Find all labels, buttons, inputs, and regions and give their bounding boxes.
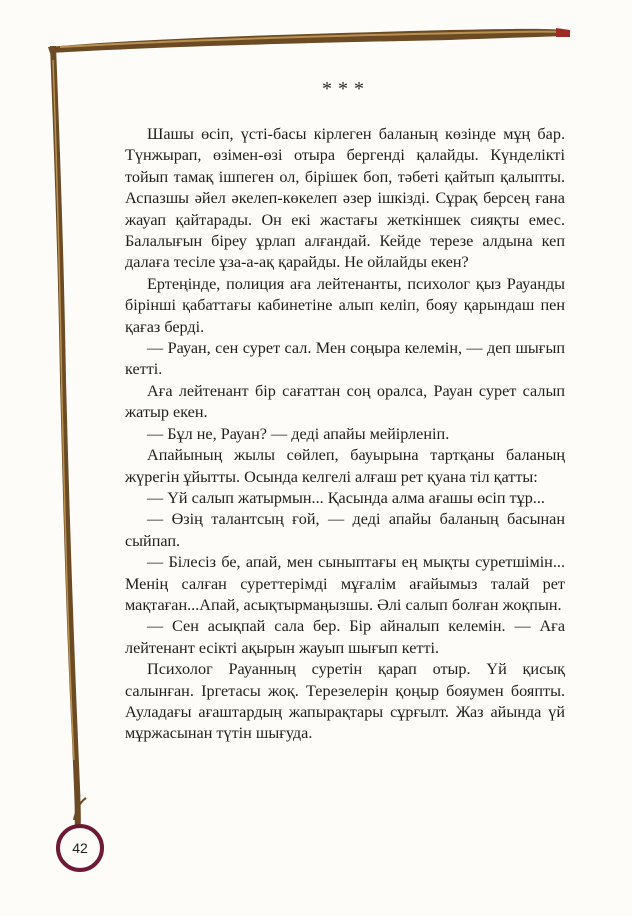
- section-separator: ***: [322, 78, 370, 100]
- paragraph: — Бұл не, Рауан? — деді апайы мейірленіп.: [147, 424, 450, 443]
- paragraph: Аға лейтенант бір сағаттан соң оралса, Рауан сурет салып жатыр екен.: [125, 381, 565, 422]
- paragraph: — Сен асықпай сала бер. Бір айналып келемін. — Аға лейтенант есікті ақырын жауып шығып кетті.: [125, 617, 565, 657]
- body-text: [125, 124, 565, 745]
- paragraph: Психолог Рауанның суретін қарап отыр. Үй қисық салынған. Іргетасы жоқ. Терезелерін қоңыр бояумен бояпты. Ауладағы ағаштардың жапырақтары сұрғылт. Жаз айында үй мұржасынан түтін шығуда.: [125, 660, 565, 743]
- paragraph: Ертеңінде, полиция аға лейтенанты, психолог қыз Рауанды бірінші қабаттағы кабинетіне алып келіп, бояу қарындаш пен қағаз берді.: [125, 274, 565, 336]
- vertical-stick: [50, 46, 81, 836]
- paragraph: Апайының жылы сөйлеп, бауырына тартқаны баланың жүрегін ұйытты. Осында келгелі алғаш рет қуана тіл қатты:: [125, 446, 565, 486]
- paragraph: Шашы өсіп, үсті-басы кірлеген баланың көзінде мұң бар. Түнжырап, өзімен-өзі отыра бергенді қалайды. Күнделікті тойып тамақ ішпеген ол, бірішек боп, тәбеті қайтып қалыпты. Аспазшы әйел әкелеп-көкелеп әзер ішкізді. Сұрақ берсең ғана жауап қайтарады. Он екі жастағы жеткіншек сияқты емес. Балалығын біреу ұрлап алғандай. Кейде терезе алдына кеп далаға тесіле ұза-а-ақ қарайды. Не ойлайды екен?: [125, 125, 565, 272]
- paragraph: — Үй салып жатырмын... Қасында алма ағашы өсіп тұр...: [147, 488, 545, 507]
- paragraph: — Рауан, сен сурет сал. Мен соңыра келемін, — деп шығып кетті.: [125, 339, 565, 379]
- paragraph: — Өзің талантсың ғой, — деді апайы баланың басынан сыйпап.: [125, 510, 565, 550]
- stick-tip: [556, 28, 570, 37]
- page-number: 42: [56, 824, 104, 872]
- paragraph: — Білесіз бе, апай, мен сыныптағы ең мықты суретшімін... Менің салған суреттерімді мұғалім ағайымыз талай рет мақтаған...Апай, асықтырмаңызшы. Әлі салып болған жоқпын.: [125, 553, 565, 614]
